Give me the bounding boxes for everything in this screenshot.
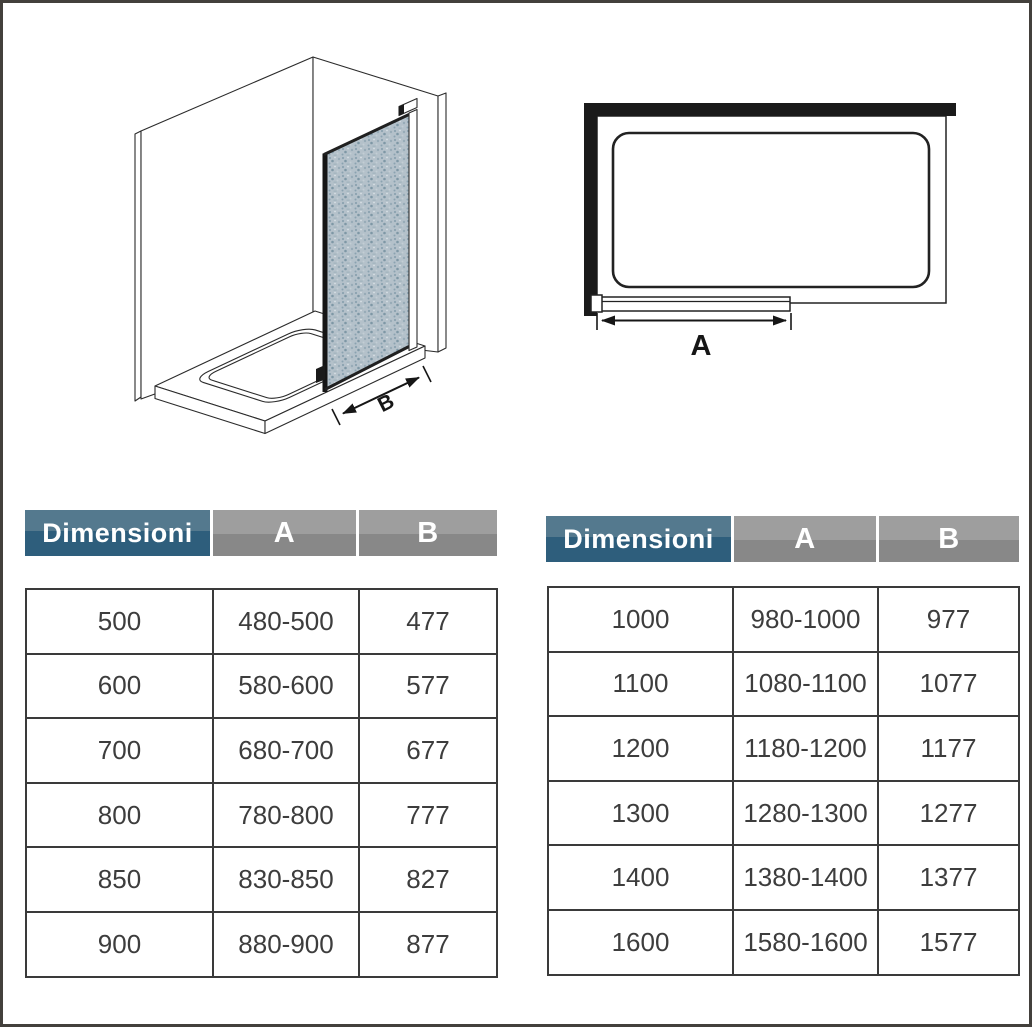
table-row	[548, 781, 1019, 846]
table-row	[26, 912, 497, 977]
header-dimensioni: Dimensioni	[25, 510, 210, 556]
table-cell: 1100	[548, 652, 733, 717]
glass-panel	[325, 115, 409, 390]
header-a: A	[734, 516, 876, 562]
glass-panel-top-view	[599, 297, 790, 311]
table-cell: 827	[359, 847, 497, 912]
wall-profile	[409, 110, 417, 351]
table-cell: 1077	[878, 652, 1019, 717]
table-row	[26, 589, 497, 654]
table-row	[548, 652, 1019, 717]
table-row	[26, 718, 497, 783]
tray-outline	[597, 116, 946, 303]
table-cell: 600	[26, 654, 213, 719]
table-cell: 480-500	[213, 589, 359, 654]
table-cell: 1280-1300	[733, 781, 878, 846]
table-cell: 1277	[878, 781, 1019, 846]
table-cell: 1300	[548, 781, 733, 846]
table-cell: 877	[359, 912, 497, 977]
left-wall-edge	[135, 131, 141, 401]
table-header-left	[25, 510, 497, 556]
table-cell: 580-600	[213, 654, 359, 719]
table-row	[26, 654, 497, 719]
dimension-a-label: A	[690, 330, 712, 362]
table-cell: 700	[26, 718, 213, 783]
table-cell: 900	[26, 912, 213, 977]
table-cell: 680-700	[213, 718, 359, 783]
table-cell: 1580-1600	[733, 910, 878, 975]
shower-top-view	[584, 103, 956, 362]
table-cell: 1200	[548, 716, 733, 781]
table-cell: 677	[359, 718, 497, 783]
table-cell: 1377	[878, 845, 1019, 910]
size-table-right	[547, 586, 1020, 976]
table-header-right	[546, 516, 1019, 562]
header-dimensioni: Dimensioni	[546, 516, 731, 562]
table-row	[548, 587, 1019, 652]
header-a: A	[213, 510, 356, 556]
table-row	[26, 783, 497, 848]
header-b: B	[879, 516, 1019, 562]
table-cell: 500	[26, 589, 213, 654]
wall-top	[587, 103, 956, 116]
diagram-canvas	[3, 3, 1029, 503]
table-cell: 477	[359, 589, 497, 654]
table-row	[548, 716, 1019, 781]
wall-profile-top-view	[591, 295, 602, 312]
table-cell: 980-1000	[733, 587, 878, 652]
table-cell: 800	[26, 783, 213, 848]
table-cell: 1400	[548, 845, 733, 910]
table-cell: 1177	[878, 716, 1019, 781]
table-cell: 1600	[548, 910, 733, 975]
table-row	[26, 847, 497, 912]
table-cell: 850	[26, 847, 213, 912]
table-row	[548, 845, 1019, 910]
table-cell: 830-850	[213, 847, 359, 912]
dimension-a	[597, 313, 791, 330]
table-cell: 777	[359, 783, 497, 848]
table-cell: 577	[359, 654, 497, 719]
wall-left	[584, 103, 597, 316]
table-cell: 1080-1100	[733, 652, 878, 717]
table-cell: 977	[878, 587, 1019, 652]
dimension-b-label: B	[374, 389, 399, 417]
header-b: B	[359, 510, 497, 556]
table-cell: 1000	[548, 587, 733, 652]
table-cell: 1380-1400	[733, 845, 878, 910]
table-cell: 1180-1200	[733, 716, 878, 781]
table-cell: 780-800	[213, 783, 359, 848]
table-cell: 1577	[878, 910, 1019, 975]
shower-iso-view	[135, 57, 446, 434]
table-row	[548, 910, 1019, 975]
table-cell: 880-900	[213, 912, 359, 977]
right-wall-edge	[438, 93, 446, 352]
size-table-left	[25, 588, 498, 978]
